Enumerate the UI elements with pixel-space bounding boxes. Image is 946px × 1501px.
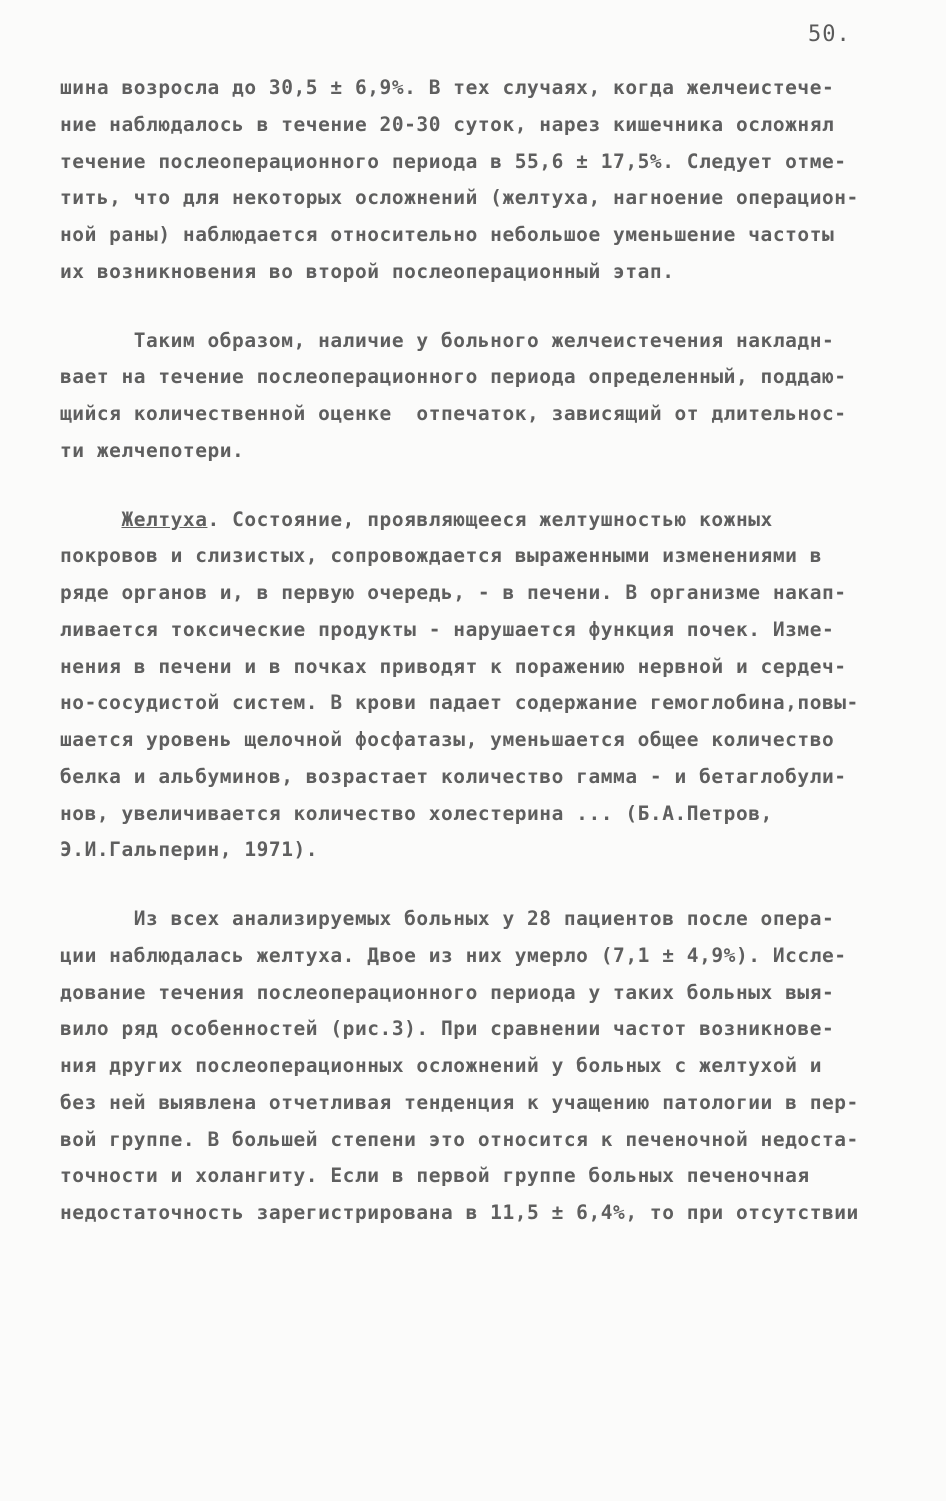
paragraph-3	[60, 502, 900, 870]
text-line: ния других послеоперационных осложнений у больных с желтухой и	[60, 1054, 822, 1077]
text-line: ции наблюдалась желтуха. Двое из них умерло (7,1 ± 4,9%). Иссле-	[60, 943, 847, 967]
text-line: Таким образом, наличие у больного желчеистечения накладн-	[60, 328, 835, 352]
text-line: нения в печени и в почках приводят к поражению нервной и сердеч-	[60, 654, 847, 678]
text-line: покровов и слизистых, сопровождается выраженными изменениями в	[60, 544, 822, 568]
body-text	[60, 70, 900, 1232]
text-line: ти желчепотери.	[60, 438, 245, 462]
text-line: шается уровень щелочной фосфатазы, уменьшается общее количество	[60, 728, 835, 751]
paragraph-1	[60, 70, 900, 291]
text-line: Из всех анализируемых больных у 28 пациентов после опера-	[60, 907, 835, 930]
text-line: вило ряд особенностей (рис.3). При сравнении частот возникнове-	[60, 1017, 835, 1041]
text-line: ной раны) наблюдается относительно небольшое уменьшение частоты	[60, 223, 835, 246]
text-line: течение послеоперационного периода в 55,6 ± 17,5%. Следует отме-	[60, 149, 847, 173]
text-line	[60, 502, 900, 539]
text-line: вой группе. В большей степени это относится к печеночной недоста-	[60, 1127, 859, 1151]
paragraph-4	[60, 901, 900, 1232]
text-line: щийся количественной оценке отпечаток, зависящий от длительнос-	[60, 402, 847, 425]
text-line: ние наблюдалось в течение 20-30 суток, нарез кишечника осложнял	[60, 112, 835, 136]
paragraph-2	[60, 323, 900, 470]
text-line: шина возросла до 30,5 ± 6,9%. В тех случаях, когда желчеистече-	[60, 76, 835, 99]
text-line: но-сосудистой систем. В крови падает содержание гемоглобина,повы-	[60, 691, 859, 715]
text-line: их возникновения во второй послеоперационный этап.	[60, 259, 675, 283]
text-line: нов, увеличивается количество холестерина ... (Б.А.Петров,	[60, 801, 773, 825]
heading-continuation: . Состояние, проявляющееся желтушностью кожных	[207, 507, 773, 531]
text-line: ливается токсические продукты - нарушается функция почек. Изме-	[60, 617, 835, 641]
text-line: дование течения послеоперационного периода у таких больных выя-	[60, 980, 835, 1004]
section-heading: Желтуха	[121, 507, 208, 531]
page-number: 50.	[808, 22, 851, 47]
text-line: точности и холангиту. Если в первой группе больных печеночная	[60, 1164, 810, 1188]
text-line: ряде органов и, в первую очередь, - в печени. В организме накап-	[60, 581, 847, 604]
text-line: тить, что для некоторых осложнений (желтуха, нагноение операцион-	[60, 186, 859, 210]
text-line: недостаточность зарегистрирована в 11,5 ± 6,4%, то при отсутствии	[60, 1201, 859, 1224]
text-line: Э.И.Гальперин, 1971).	[60, 838, 319, 862]
text-line: вает на течение послеоперационного периода определенный, поддаю-	[60, 365, 847, 389]
text-line: без ней выявлена отчетливая тенденция к учащению патологии в пер-	[60, 1090, 859, 1114]
text-line: белка и альбуминов, возрастает количество гамма - и бетаглобули-	[60, 764, 847, 788]
